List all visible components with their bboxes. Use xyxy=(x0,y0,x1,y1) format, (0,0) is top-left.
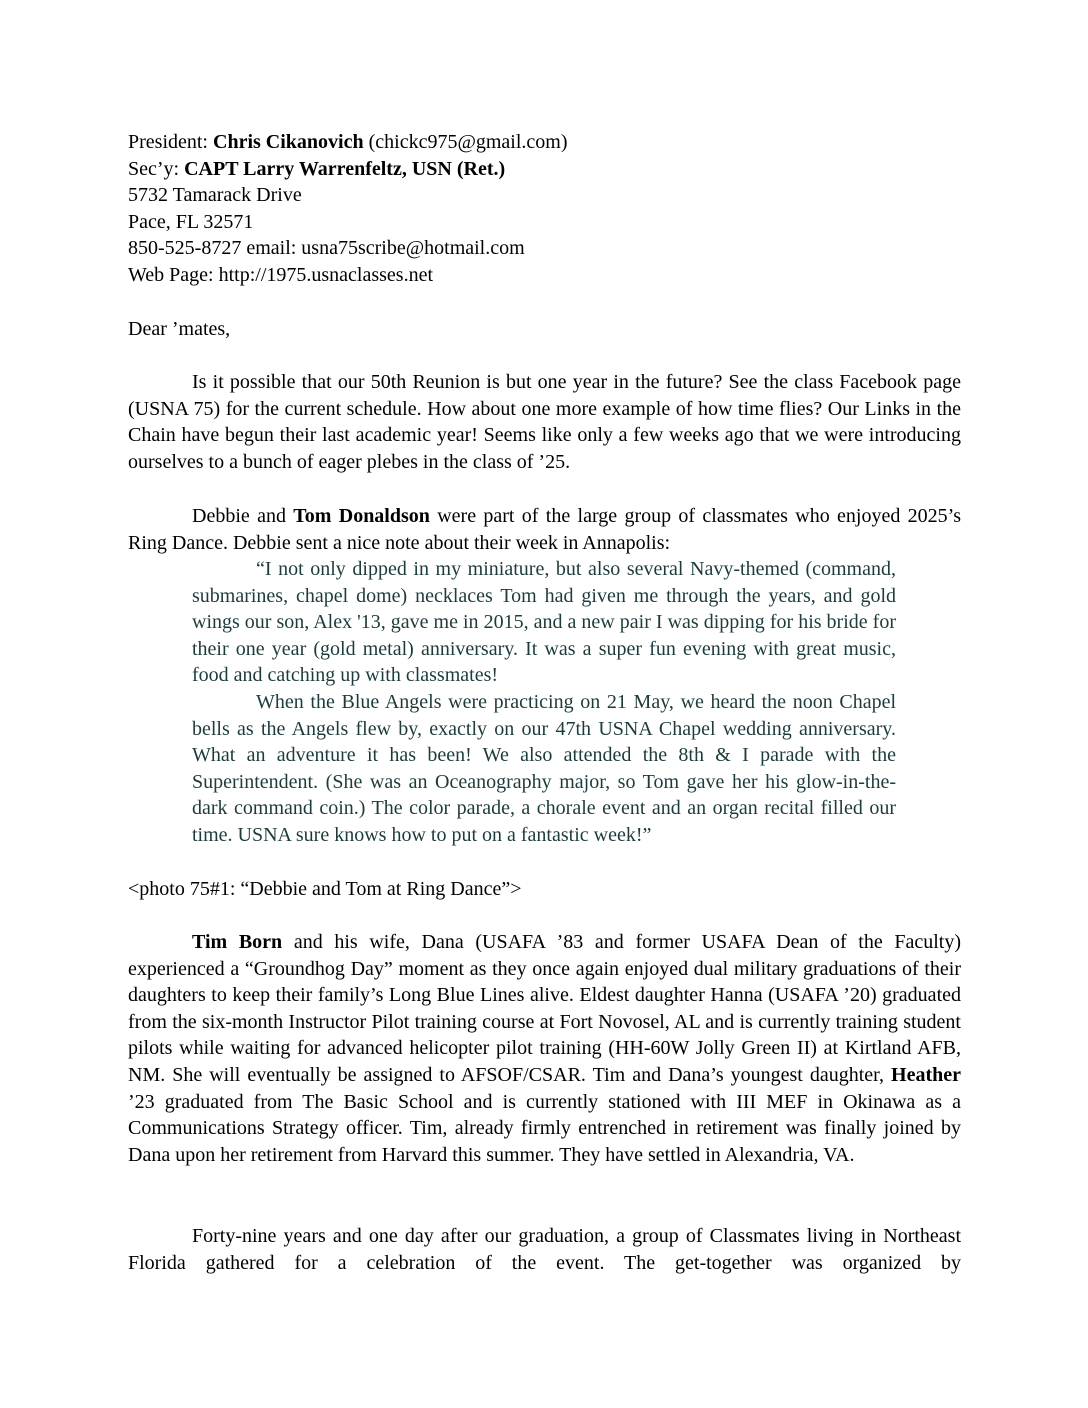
quote-paragraph-2: When the Blue Angels were practicing on 21 May, we heard the noon Chapel bells as the Angels flew by, exactly on our 47th USNA Chapel wedding anniversary. What an adventure it has been! We also attended the 8th & I parade with the Superintendent. (She was an Oceanography major, so Tom gave her his glow-in-the-dark command coin.) The color parade, a chorale event and an organ recital filled our time. USNA sure knows how to put on a fantastic week!” xyxy=(192,690,896,846)
secretary-label: Sec’y: xyxy=(128,157,185,180)
paragraph-reunion: Is it possible that our 50th Reunion is but one year in the future? See the class Facebook page (USNA 75) for the current schedule. How about one more example of how time flies? Our Links in the Chain have begun their last academic year! Seems like only a few weeks ago that we were introducing ourselves to a bunch of eager plebes in the class of ’25. xyxy=(128,371,961,473)
name-tim-born: Tim Born xyxy=(192,931,283,953)
paragraph-born xyxy=(128,929,961,1168)
para2-rest: were part of the large group of classmates who enjoyed 2025’s Ring Dance. Debbie sent a nice note about their week in Annapolis: xyxy=(128,505,961,554)
president-name: Chris Cikanovich xyxy=(213,131,364,153)
address-city: Pace, FL 32571 xyxy=(128,210,254,233)
class-officers-header xyxy=(128,129,968,289)
quote-paragraph-1: “I not only dipped in my miniature, but also several Navy-themed (command, submarines, chapel dome) necklaces Tom had given me through the years, and gold wings our son, Alex '13, gave me in 2015, and a new pair I was dipping for his bride for their one year (gold metal) anniversary. It was a super fun evening with great music, food and catching up with classmates! xyxy=(192,558,896,687)
web-page: Web Page: http://1975.usnaclasses.net xyxy=(128,263,433,286)
paragraph-florida: Forty-nine years and one day after our graduation, a group of Classmates living in Northeast Florida gathered for a celebration of the event. The get-together was organized by xyxy=(128,1225,961,1274)
paragraph-donaldson xyxy=(128,503,961,556)
greeting: Dear ’mates, xyxy=(128,318,231,340)
name-tom-donaldson: Tom Donaldson xyxy=(293,505,430,527)
phone-email: 850-525-8727 email: usna75scribe@hotmail.com xyxy=(128,237,525,260)
name-heather: Heather xyxy=(891,1063,961,1086)
para3-part2: ’23 graduated from The Basic School and is currently stationed with III MEF in Okinawa as a Communications Strategy officer. Tim, already firmly entrenched in retirement was finally joined by Dana upon her retirement from Harvard this summer. They have settled in Alexandria, VA. xyxy=(128,1090,961,1166)
secretary-line xyxy=(128,156,968,183)
president-label: President: xyxy=(128,131,213,153)
photo-placeholder: <photo 75#1: “Debbie and Tom at Ring Dance”> xyxy=(128,878,522,900)
president-line xyxy=(128,129,968,156)
president-email: (chickc975@gmail.com) xyxy=(363,131,568,153)
secretary-name: CAPT Larry Warrenfeltz, USN (Ret.) xyxy=(184,157,506,180)
address-street: 5732 Tamarack Drive xyxy=(128,184,302,207)
debbie-quote xyxy=(192,556,896,849)
para3-part1: and his wife, Dana (USAFA ’83 and former USAFA Dean of the Faculty) experienced a “Groundhog Day” moment as they once again enjoyed dual military graduations of their daughters to keep their family’s Long Blue Lines alive. Eldest daughter Hanna (USAFA ’20) graduated from the six-month Instructor Pilot training course at Fort Novosel, AL and is currently training student pilots while waiting for advanced helicopter pilot training (HH-60W Jolly Green II) at Kirtland AFB, NM. She will eventually be assigned to AFSOF/CSAR. Tim and Dana’s youngest daughter, xyxy=(128,931,961,1086)
para2-lead: Debbie and xyxy=(192,505,294,527)
